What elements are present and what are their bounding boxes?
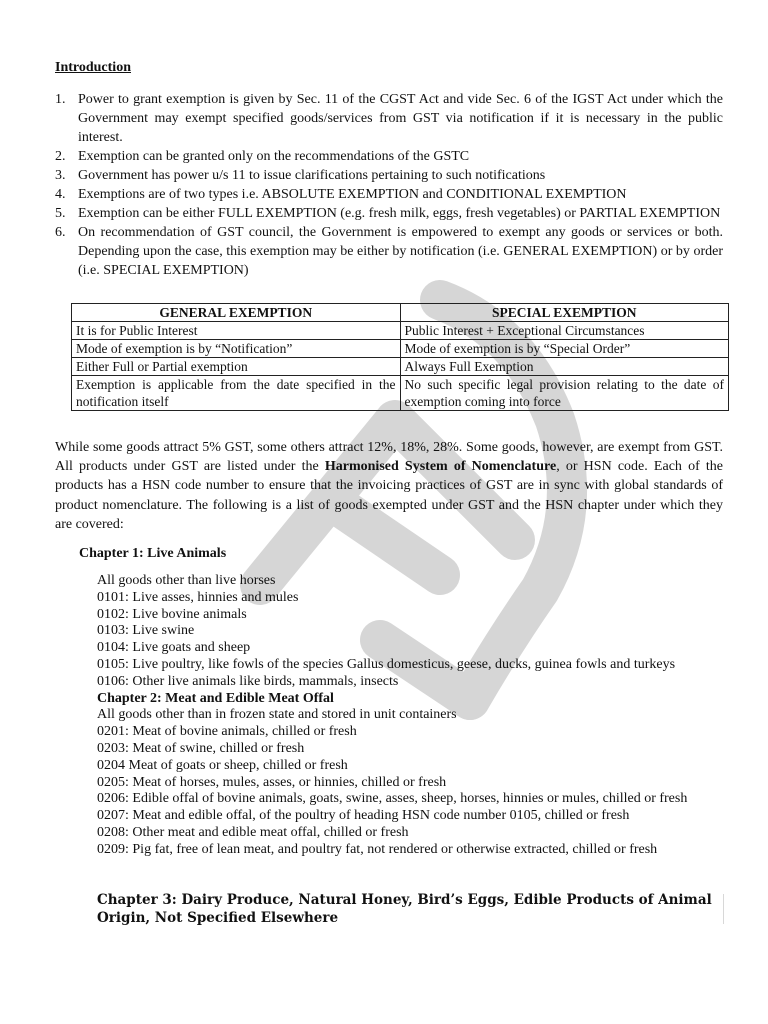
chapter-1-title: Chapter 1: Live Animals <box>79 546 227 561</box>
list-item: 0206: Edible offal of bovine animals, goats, swine, asses, sheep, horses, hinnies or mules, chilled or fresh <box>97 791 688 807</box>
list-item: 0208: Other meat and edible meat offal, chilled or fresh <box>97 824 409 840</box>
list-item: 0204 Meat of goats or sheep, chilled or fresh <box>97 757 348 773</box>
bold-term: Harmonised System of Nomenclature <box>324 459 557 475</box>
table-cell: Always Full Exemption <box>400 358 729 376</box>
table-cell: Public Interest + Exceptional Circumstances <box>400 322 729 340</box>
list-item: 3. Government has power u/s 11 to issue clarifications pertaining to such notifications <box>55 168 546 183</box>
list-item: 1. Power to grant exemption is given by Sec. 11 of the CGST Act and vide Sec. 6 of the IGST Act under which the Government may exempt specified goods/services from GST via notification if it is necessary in the public interest. <box>55 92 723 145</box>
list-item: 0203: Meat of swine, chilled or fresh <box>97 740 305 756</box>
table-row <box>72 322 729 340</box>
column-header: SPECIAL EXEMPTION <box>400 304 729 322</box>
table-cell: Mode of exemption is by “Special Order” <box>400 340 729 358</box>
list-item: All goods other than live horses <box>97 573 276 588</box>
list-item: All goods other than in frozen state and stored in unit containers <box>97 707 457 723</box>
exemption-comparison-table <box>71 303 729 411</box>
list-item: 0209: Pig fat, free of lean meat, and poultry fat, not rendered or otherwise extracted, chilled or fresh <box>97 841 658 857</box>
list-item: 6. On recommendation of GST council, the Government is empowered to exempt any goods or services or both. Depending upon the case, this exemption may be either by notification (i.e. GENERAL EXEMPTION) or by order (i.e. SPECIAL EXEMPTION) <box>55 225 723 278</box>
table-cell: Mode of exemption is by “Notification” <box>72 340 401 358</box>
table-cell: Exemption is applicable from the date specified in the notification itself <box>72 376 401 411</box>
list-item: 2. Exemption can be granted only on the recommendations of the GSTC <box>55 149 470 164</box>
list-item: 0102: Live bovine animals <box>97 606 247 622</box>
list-item: 5. Exemption can be either FULL EXEMPTION (e.g. fresh milk, eggs, fresh vegetables) or PARTIAL EXEMPTION <box>55 206 721 221</box>
body-paragraph: While some goods attract 5% GST, some others attract 12%, 18%, 28%. Some goods, however, are exempt from GST. All products under GST are listed under the Harmonised System of Nomenclature, or HSN code. Each of the products has a HSN code number to ensure that the invoicing practices of GST are in sync with global standards of product nomenclature. The following is a list of goods exempted under GST and the HSN chapter under which they are covered: <box>55 440 723 532</box>
list-item: 0201: Meat of bovine animals, chilled or fresh <box>97 724 357 740</box>
list-item: 0106: Other live animals like birds, mammals, insects <box>97 673 399 689</box>
list-item: 0105: Live poultry, like fowls of the species Gallus domesticus, geese, ducks, guinea fowls and turkeys <box>97 656 676 672</box>
list-item: 0101: Live asses, hinnies and mules <box>97 589 299 605</box>
list-item: 0205: Meat of horses, mules, asses, or hinnies, chilled or fresh <box>97 774 447 790</box>
chapter-2-title: Chapter 2: Meat and Edible Meat Offal <box>97 690 334 706</box>
column-header: GENERAL EXEMPTION <box>72 304 401 322</box>
table-cell: No such specific legal provision relating to the date of exemption coming into force <box>400 376 729 411</box>
table-cell: It is for Public Interest <box>72 322 401 340</box>
hsn-list <box>97 573 722 859</box>
table-row <box>72 358 729 376</box>
chapter-3-title: Chapter 3: Dairy Produce, Natural Honey, Bird’s Eggs, Edible Products of Animal Origin, Not Specified Elsewhere <box>97 892 712 926</box>
table-header-row <box>72 304 729 322</box>
numbered-list <box>55 90 723 280</box>
section-heading: Introduction <box>55 60 131 75</box>
list-item: 0207: Meat and edible offal, of the poultry of heading HSN code number 0105, chilled or fresh <box>97 808 630 824</box>
table-row <box>72 340 729 358</box>
table-row <box>72 376 729 411</box>
page-edge-line <box>723 894 724 924</box>
list-item: 0103: Live swine <box>97 623 195 639</box>
table-cell: Either Full or Partial exemption <box>72 358 401 376</box>
list-item: 0104: Live goats and sheep <box>97 640 251 656</box>
list-item: 4. Exemptions are of two types i.e. ABSOLUTE EXEMPTION and CONDITIONAL EXEMPTION <box>55 187 627 202</box>
